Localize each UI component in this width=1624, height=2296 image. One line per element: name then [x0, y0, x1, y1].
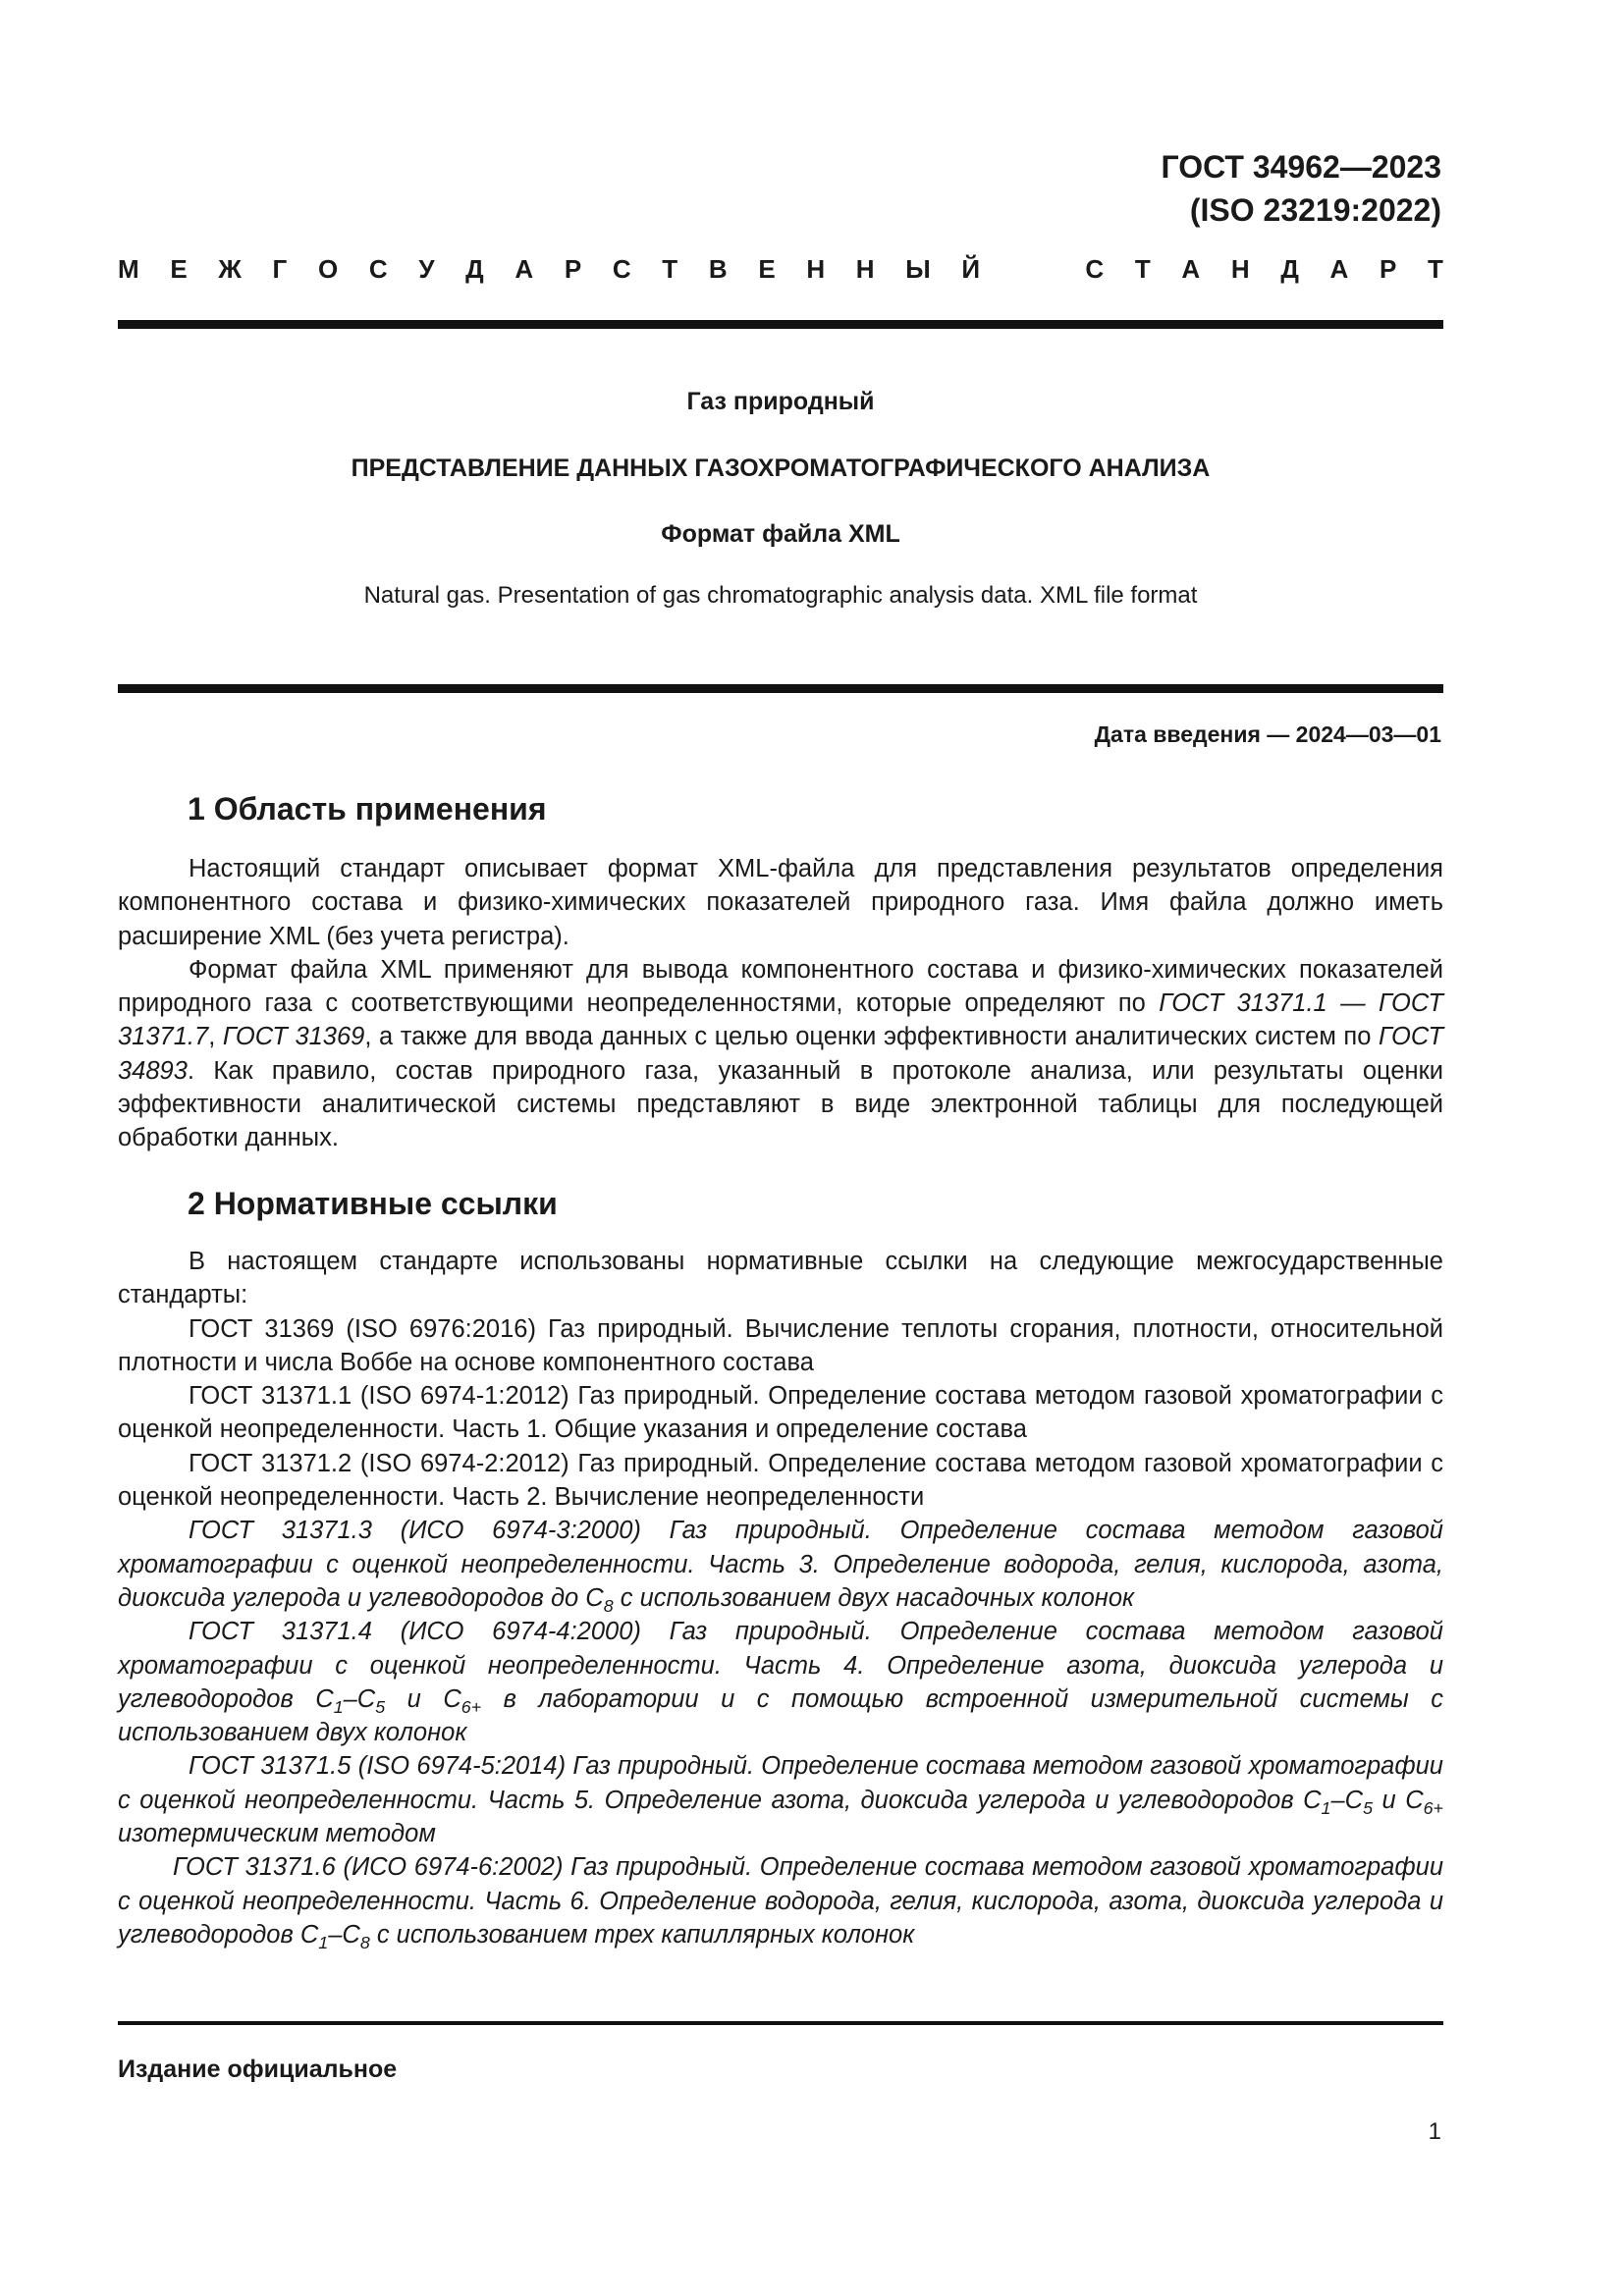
normative-reference-4: ГОСТ 31371.3 (ИСО 6974-3:2000) Газ природный. Определение состава методом газовой хроматографии с оценкой неопределенности. Часть 3. Определение водорода, гелия, кислорода, азота, диоксида углерода и углеводородов до $C_8$ с использованием двух насадочных колонок — [118, 1517, 1443, 1617]
banner-letter-word1: Г — [272, 254, 288, 284]
banner-letter-word1: М — [118, 254, 139, 284]
normative-reference-6: ГОСТ 31371.5 (ISO 6974-5:2014) Газ природный. Определение состава методом газовой хроматографии с оценкой неопределенности. Часть 5. Определение азота, диоксида углерода и углеводородов $C_1-C_5$ и $C_{6+}$ изотермическим методом — [118, 1752, 1443, 1848]
banner-letter-word1: У — [418, 254, 435, 284]
banner-letter-word2: А — [1181, 254, 1201, 284]
reference-gost-31371: ГОСТ 31371.1 — ГОСТ 31371.7 — [118, 989, 1443, 1051]
banner-letter-word1: Ы — [905, 254, 931, 284]
banner-letter-word1: Т — [662, 254, 678, 284]
banner-letter-word1: Ж — [218, 254, 242, 284]
banner-letter-word2: Н — [1230, 254, 1250, 284]
section-1-body — [118, 852, 1443, 1155]
title-english: Natural gas. Presentation of gas chromatographic analysis data. XML file format — [363, 582, 1198, 609]
title-small: Газ природный — [686, 388, 875, 415]
banner-letter-word2: Д — [1280, 254, 1299, 284]
banner-letter-word2: С — [1085, 254, 1105, 284]
title-sub: Формат файла XML — [661, 520, 900, 548]
banner-letter-word1: С — [368, 254, 388, 284]
page-number: 1 — [1428, 2118, 1441, 2145]
banner-word-gap — [1011, 253, 1055, 285]
section-2-heading: 2 Нормативные ссылки — [188, 1186, 558, 1221]
section-2-intro: В настоящем стандарте использованы нормативные ссылки на следующие межгосударственные стандарты: — [118, 1248, 1443, 1309]
banner-letter-word1: Д — [465, 254, 484, 284]
banner-letter-word1: С — [612, 254, 631, 284]
banner-letter-word1: Р — [564, 254, 582, 284]
standard-number: ГОСТ 34962—2023 — [1161, 149, 1441, 185]
section-1-paragraph-1: Настоящий стандарт описывает формат XML-файла для представления результатов определения компонентного состава и физико-химических показателей природного газа. Имя файла должно иметь расширение XML (без учета регистра). — [118, 855, 1443, 950]
interstate-standard-banner — [118, 253, 1443, 285]
reference-gost-34893: ГОСТ 34893 — [118, 1023, 1444, 1085]
section-1-paragraph-2: Формат файла XML применяют для вывода компонентного состава и физико-химических показателей природного газа с соответствующими неопределенностями, которые определяют по ГОСТ 31371.1 — ГОСТ 31371.7, ГОСТ 31369, а также для ввода данных с целью оценки эффективности аналитических систем по ГОСТ 34893. Как правило, состав природного газа, указанный в протоколе анализа, или результаты оценки эффективности аналитической системы представляют в виде электронной таблицы для последующей обработки данных. — [118, 955, 1444, 1152]
banner-letter-word1: А — [514, 254, 534, 284]
banner-letter-word1: Н — [855, 254, 875, 284]
normative-reference-1: ГОСТ 31369 (ISO 6976:2016) Газ природный. Вычисление теплоты сгорания, плотности, относительной плотности и числа Воббе на основе компонентного состава — [118, 1314, 1443, 1376]
banner-letter-word2: Р — [1379, 254, 1397, 284]
banner-letter-word2: Т — [1428, 254, 1443, 284]
footer-rule — [118, 2021, 1443, 2025]
banner-letter-word2: А — [1329, 254, 1349, 284]
title-bottom-rule — [118, 684, 1443, 693]
banner-letter-word1: О — [317, 254, 339, 284]
banner-letter-word1: Н — [806, 254, 826, 284]
banner-letter-word1: Е — [758, 254, 776, 284]
standard-designation — [1161, 145, 1441, 232]
banner-letter-word1: Й — [961, 254, 981, 284]
title-main: ПРЕДСТАВЛЕНИЕ ДАННЫХ ГАЗОХРОМАТОГРАФИЧЕСКОГО АНАЛИЗА — [351, 454, 1211, 482]
normative-reference-5: ГОСТ 31371.4 (ИСО 6974-4:2000) Газ природный. Определение состава методом газовой хроматографии с оценкой неопределенности. Часть 4. Определение азота, диоксида углерода и углеводородов $C_1-C_5$ и $C_{6+}$ в лаборатории и с помощью встроенной измерительной системы с использованием двух колонок — [118, 1618, 1443, 1747]
banner-letter-word1: Е — [170, 254, 188, 284]
normative-reference-2: ГОСТ 31371.1 (ISO 6974-1:2012) Газ природный. Определение состава методом газовой хроматографии с оценкой неопределенности. Часть 1. Общие указания и определение состава — [118, 1382, 1443, 1444]
section-2-body — [118, 1245, 1443, 1951]
top-rule — [118, 320, 1443, 329]
banner-letter-word2: Т — [1134, 254, 1151, 284]
iso-number: (ISO 23219:2022) — [1189, 192, 1441, 228]
banner-letter-word1: В — [708, 254, 728, 284]
section-1-heading: 1 Область применения — [188, 791, 547, 827]
reference-gost-31369: ГОСТ 31369 — [222, 1023, 365, 1051]
introduction-date: Дата введения — 2024—03—01 — [1094, 721, 1441, 747]
official-edition-label: Издание официальное — [118, 2056, 398, 2083]
normative-reference-7: ГОСТ 31371.6 (ИСО 6974-6:2002) Газ природный. Определение состава методом газовой хроматографии с оценкой неопределенности. Часть 6. Определение водорода, гелия, кислорода, азота, диоксида углерода и углеводородов $C_1-C_8$ с использованием трех капиллярных колонок — [118, 1853, 1443, 1953]
normative-reference-3: ГОСТ 31371.2 (ISO 6974-2:2012) Газ природный. Определение состава методом газовой хроматографии с оценкой неопределенности. Часть 2. Вычисление неопределенности — [118, 1449, 1443, 1512]
